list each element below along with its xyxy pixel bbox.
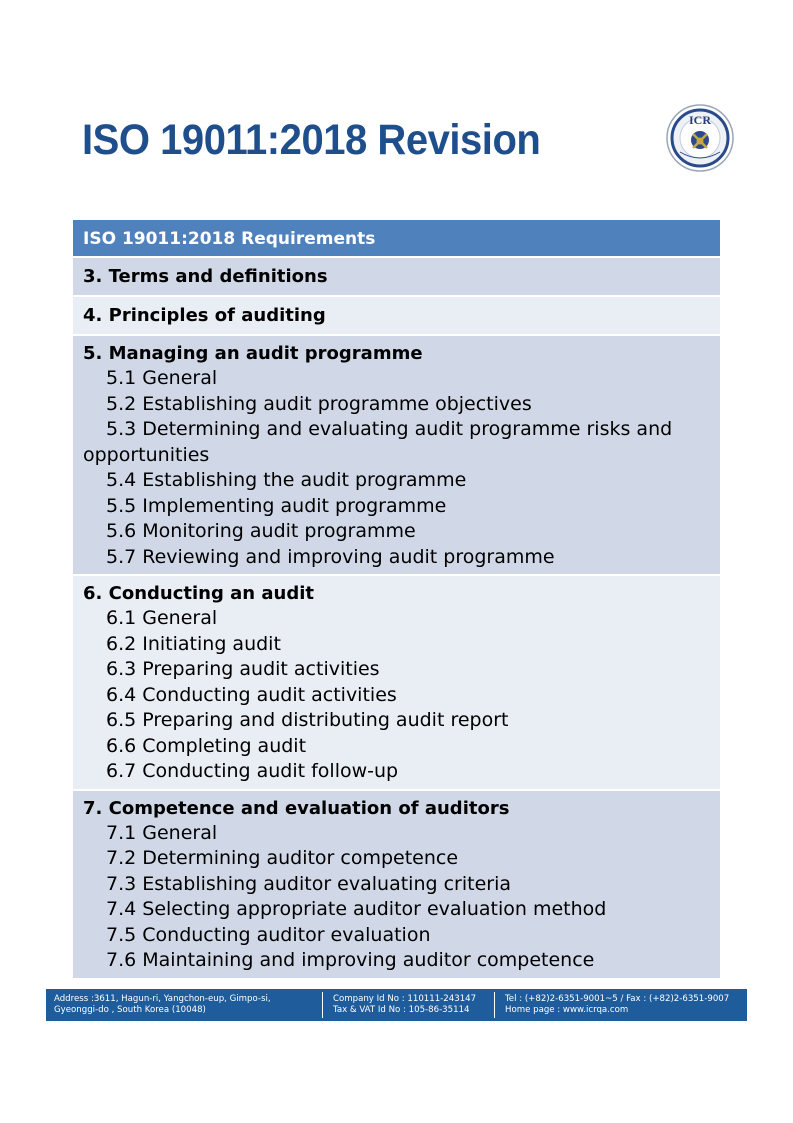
page-title: ISO 19011:2018 Revision [82,116,541,164]
list-item: 5.4 Establishing the audit programme [106,469,467,491]
address-line: Gyeonggi-do , South Korea (10048) [54,1005,206,1015]
footer-contact [505,994,729,1016]
tax-id: Tax & VAT Id No : 105-86-35114 [333,1005,470,1015]
list-item: 5.7 Reviewing and improving audit programme [106,545,555,568]
company-id: Company Id No : 110111-243147 [333,994,477,1004]
section-title: 7. Competence and evaluation of auditors [83,797,510,819]
section-row [73,258,720,297]
list-item: 5.2 Establishing audit programme objectives [106,392,532,415]
list-item: 5.6 Monitoring audit programme [106,520,416,542]
homepage-link[interactable]: Home page : www.icrqa.com [505,1005,629,1015]
section-row [73,336,720,576]
address-line: Address :3611, Hagun-ri, Yangchon-eup, Gimpo-si, [54,994,271,1004]
footer-ids [333,994,476,1016]
list-item: 6.3 Preparing audit activities [106,658,380,680]
list-item: 7.2 Determining auditor competence [106,847,459,869]
svg-text:ICR: ICR [688,113,712,127]
list-item: 5.5 Implementing audit programme [106,494,447,517]
list-item: 5.1 General [106,367,218,389]
list-item: 6.7 Conducting audit follow-up [106,760,399,782]
list-item: 6.5 Preparing and distributing audit report [106,709,509,731]
phone-fax: Tel : (+82)2-6351-9001~5 / Fax : (+82)2-6351-9007 [505,994,730,1004]
table-heading: ISO 19011:2018 Requirements [73,220,720,258]
icr-logo [666,104,734,172]
list-item: 7.6 Maintaining and improving auditor competence [106,949,595,971]
list-item: 7.4 Selecting appropriate auditor evaluation method [106,898,607,920]
section-title: 3. Terms and definitions [83,266,328,287]
footer-divider [322,992,323,1018]
footer-bar [46,989,747,1021]
list-item: 7.3 Establishing auditor evaluating criteria [106,872,512,895]
list-item: 6.6 Completing audit [106,734,307,757]
section-row [73,791,720,980]
list-item: 6.1 General [106,607,218,629]
section-row [73,297,720,336]
list-item: 6.2 Initiating audit [106,632,281,655]
section-title: 6. Conducting an audit [83,583,314,604]
requirements-table [73,220,720,980]
list-item: 6.4 Conducting audit activities [106,683,397,706]
list-item: 7.1 General [106,821,218,844]
section-title: 5. Managing an audit programme [83,343,423,364]
footer-address [54,994,271,1016]
list-item: 5.3 Determining and evaluating audit programme risks and opportunities [83,418,673,466]
footer-divider [494,992,495,1018]
section-row [73,576,720,791]
list-item: 7.5 Conducting auditor evaluation [106,923,431,946]
section-title: 4. Principles of auditing [83,305,326,326]
